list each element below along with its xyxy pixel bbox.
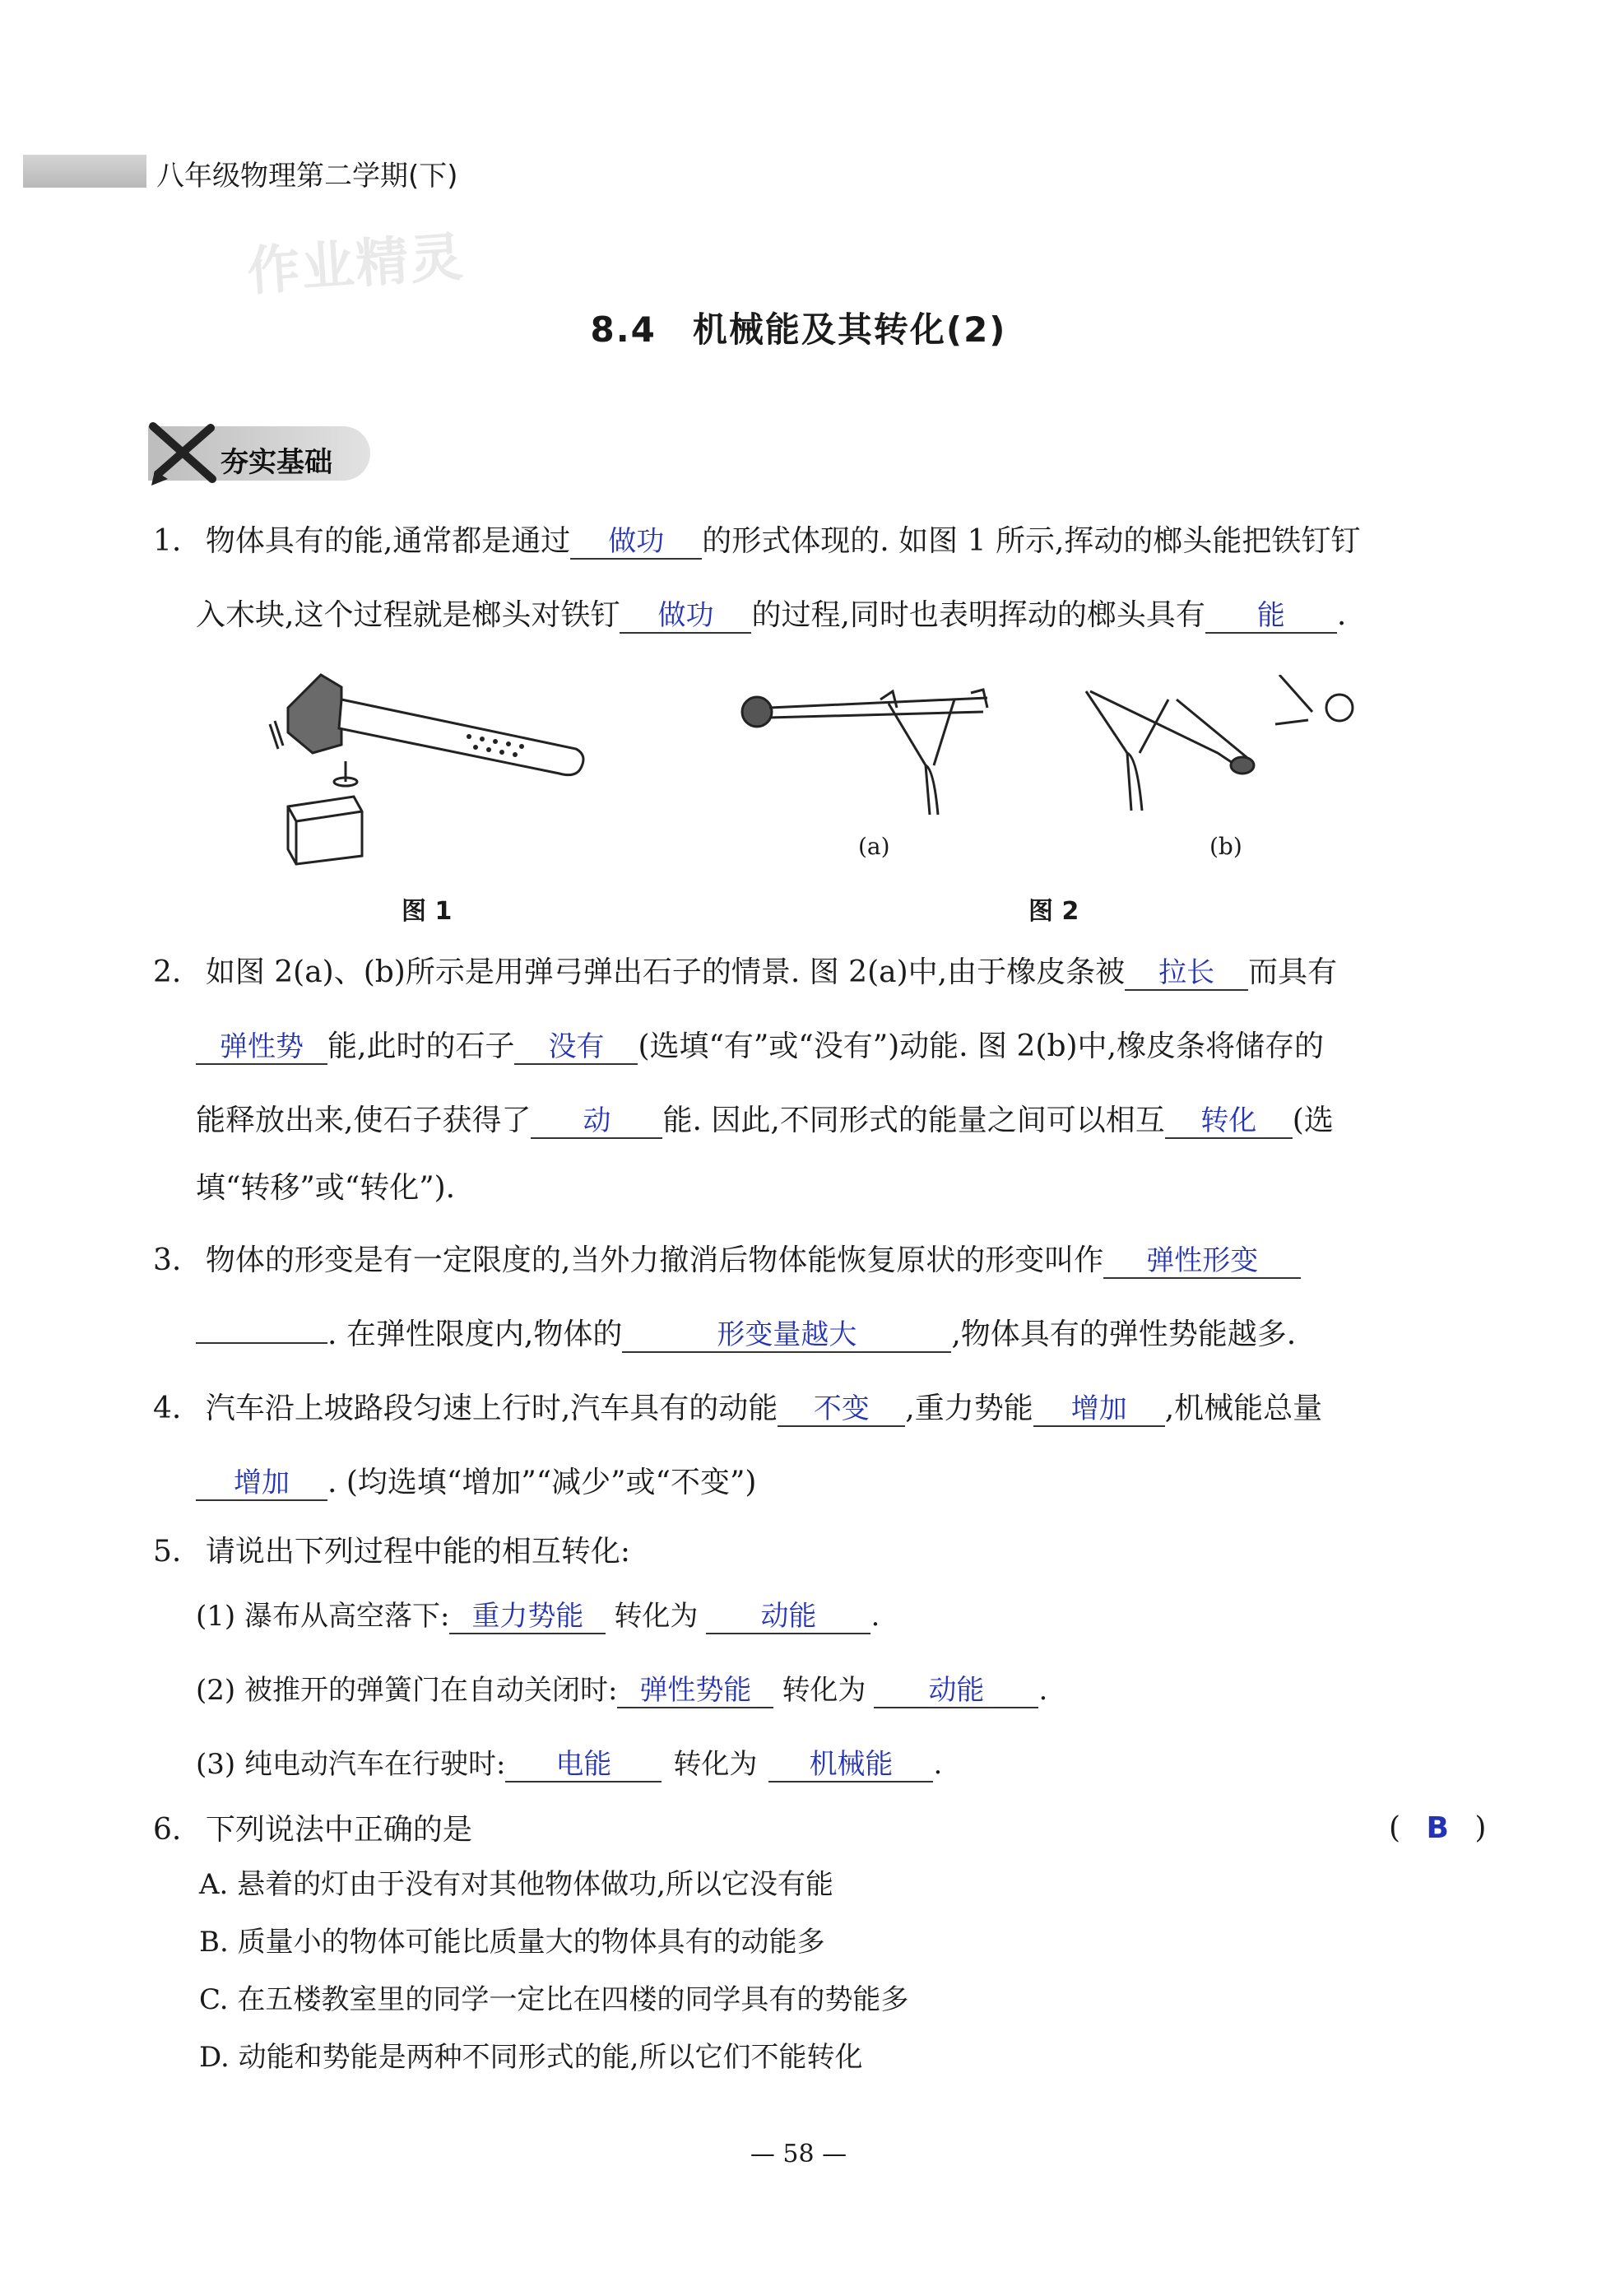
q3-text: 物体的形变是有一定限度的,当外力撤消后物体能恢复原状的形变叫作 bbox=[205, 1243, 1104, 1277]
fig2-sub-b: (b) bbox=[1209, 833, 1242, 860]
q5-item-to: 动能 bbox=[706, 1600, 870, 1634]
fig2-caption: 图 2 bbox=[1028, 897, 1079, 926]
q2-text: 如图 2(a)、(b)所示是用弹弓弹出石子的情景. 图 2(a)中,由于橡皮条被 bbox=[205, 955, 1126, 989]
q5-item-label: (1) 瀑布从高空落下: bbox=[196, 1600, 450, 1633]
q3-number: 3. bbox=[153, 1243, 182, 1277]
header-bar bbox=[23, 155, 146, 188]
q3-answer2: 形变量越大 bbox=[622, 1318, 951, 1353]
q6-option-b: B. 质量小的物体可能比质量大的物体具有的动能多 bbox=[199, 1926, 825, 1959]
q2-line3 bbox=[196, 1101, 1334, 1141]
q4-text: ,机械能总量 bbox=[1164, 1392, 1323, 1425]
q1-text: 入木块,这个过程就是榔头对铁钉 bbox=[196, 598, 620, 632]
q6-answer: B bbox=[1426, 1811, 1449, 1845]
q5-intro: 请说出下列过程中能的相互转化: bbox=[205, 1535, 630, 1569]
q3-line1 bbox=[153, 1241, 1301, 1280]
q4-answer3: 增加 bbox=[196, 1466, 327, 1501]
slingshot-figure-a bbox=[736, 675, 1024, 823]
pencil-cross-icon bbox=[146, 420, 221, 486]
page-title: 8.4 机械能及其转化(2) bbox=[590, 309, 1007, 350]
watermark: 作业精灵 bbox=[245, 226, 467, 304]
q2-line1 bbox=[153, 953, 1337, 992]
q1-text: 的形式体现的. 如图 1 所示,挥动的榔头能把铁钉钉 bbox=[702, 524, 1361, 558]
q4-number: 4. bbox=[153, 1392, 182, 1425]
q5-item-from: 弹性势能 bbox=[617, 1674, 773, 1708]
q5-item-mid: 转化为 bbox=[673, 1748, 758, 1781]
q2-text: 能释放出来,使石子获得了 bbox=[196, 1104, 532, 1137]
q5-item-2 bbox=[196, 1671, 1047, 1710]
q1-answer3: 能 bbox=[1205, 599, 1337, 634]
fig1-caption: 图 1 bbox=[402, 897, 453, 926]
q4-text: 汽车沿上坡路段匀速上行时,汽车具有的动能 bbox=[205, 1392, 778, 1425]
hammer-figure bbox=[263, 658, 592, 872]
q2-answer1: 拉长 bbox=[1125, 956, 1248, 991]
q2-text: 能. 因此,不同形式的能量之间可以相互 bbox=[662, 1104, 1165, 1137]
q4-answer1: 不变 bbox=[778, 1392, 905, 1427]
fig2-sub-a: (a) bbox=[858, 833, 890, 860]
q1-text: 的过程,同时也表明挥动的榔头具有 bbox=[751, 598, 1205, 632]
q1-line1 bbox=[153, 522, 1360, 561]
q2-text: (选填“有”或“没有”)动能. 图 2(b)中,橡皮条将储存的 bbox=[638, 1029, 1324, 1063]
q6-number: 6. bbox=[153, 1813, 182, 1847]
q5-item-mid: 转化为 bbox=[782, 1674, 866, 1707]
q5-intro-line bbox=[153, 1532, 630, 1572]
q5-item-1 bbox=[196, 1597, 880, 1636]
q5-number: 5. bbox=[153, 1535, 182, 1569]
q2-answer3: 没有 bbox=[514, 1030, 638, 1065]
q2-answer5: 转化 bbox=[1165, 1104, 1293, 1139]
q5-item-end: . bbox=[870, 1600, 880, 1633]
q6-option-d: D. 动能和势能是两种不同形式的能,所以它们不能转化 bbox=[199, 2041, 863, 2074]
q2-text: 而具有 bbox=[1248, 955, 1338, 989]
q6-close-paren: ) bbox=[1474, 1811, 1487, 1845]
q3-line2 bbox=[196, 1315, 1296, 1355]
q1-answer2: 做功 bbox=[620, 599, 751, 634]
q3-text: . 在弹性限度内,物体的 bbox=[327, 1318, 623, 1351]
q6-open-paren: ( bbox=[1389, 1811, 1401, 1845]
section-title: 夯实基础 bbox=[221, 446, 332, 479]
slingshot-figure-b bbox=[1078, 675, 1374, 823]
q1-text: 物体具有的能,通常都是通过 bbox=[205, 524, 571, 558]
q4-text: . (均选填“增加”“减少”或“不变”) bbox=[327, 1466, 757, 1499]
q4-answer2: 增加 bbox=[1033, 1392, 1165, 1427]
q6-option-c: C. 在五楼教室里的同学一定比在四楼的同学具有的势能多 bbox=[199, 1983, 909, 2016]
q4-line2 bbox=[196, 1463, 756, 1503]
q2-number: 2. bbox=[153, 955, 182, 989]
q2-answer4: 动 bbox=[531, 1104, 662, 1139]
q6-stem: 下列说法中正确的是 bbox=[205, 1813, 472, 1847]
q6-answer-bracket bbox=[1389, 1809, 1486, 1848]
q3-answer1-cont bbox=[196, 1342, 327, 1344]
q4-line1 bbox=[153, 1389, 1322, 1429]
q6-option-a: A. 悬着的灯由于没有对其他物体做功,所以它没有能 bbox=[199, 1868, 833, 1901]
q6-stem-line bbox=[153, 1810, 472, 1850]
q5-item-from: 电能 bbox=[505, 1748, 662, 1782]
q2-answer2: 弹性势 bbox=[196, 1030, 327, 1065]
q4-text: ,重力势能 bbox=[905, 1392, 1033, 1425]
q5-item-label: (3) 纯电动汽车在行驶时: bbox=[196, 1748, 506, 1781]
q1-number: 1. bbox=[153, 524, 182, 558]
q1-answer1: 做功 bbox=[570, 525, 702, 560]
header-text: 八年级物理第二学期(下) bbox=[156, 160, 458, 193]
q5-item-label: (2) 被推开的弹簧门在自动关闭时: bbox=[196, 1674, 618, 1707]
q2-text: (选 bbox=[1292, 1104, 1334, 1137]
q3-answer1: 弹性形变 bbox=[1103, 1244, 1301, 1279]
q1-text: . bbox=[1336, 598, 1347, 632]
q5-item-3 bbox=[196, 1745, 942, 1784]
q3-text: ,物体具有的弹性势能越多. bbox=[951, 1318, 1297, 1351]
q5-item-from: 重力势能 bbox=[449, 1600, 606, 1634]
q2-line4: 填“转移”或“转化”). bbox=[196, 1171, 456, 1205]
q5-item-to: 动能 bbox=[874, 1674, 1038, 1708]
q2-line2 bbox=[196, 1027, 1324, 1067]
q5-item-to: 机械能 bbox=[768, 1748, 933, 1782]
q5-item-mid: 转化为 bbox=[614, 1600, 699, 1633]
page-number: — 58 — bbox=[750, 2140, 847, 2168]
q2-text: 能,此时的石子 bbox=[327, 1029, 515, 1063]
q1-line2 bbox=[196, 596, 1346, 635]
q5-item-end: . bbox=[933, 1748, 943, 1781]
q5-item-end: . bbox=[1038, 1674, 1048, 1707]
